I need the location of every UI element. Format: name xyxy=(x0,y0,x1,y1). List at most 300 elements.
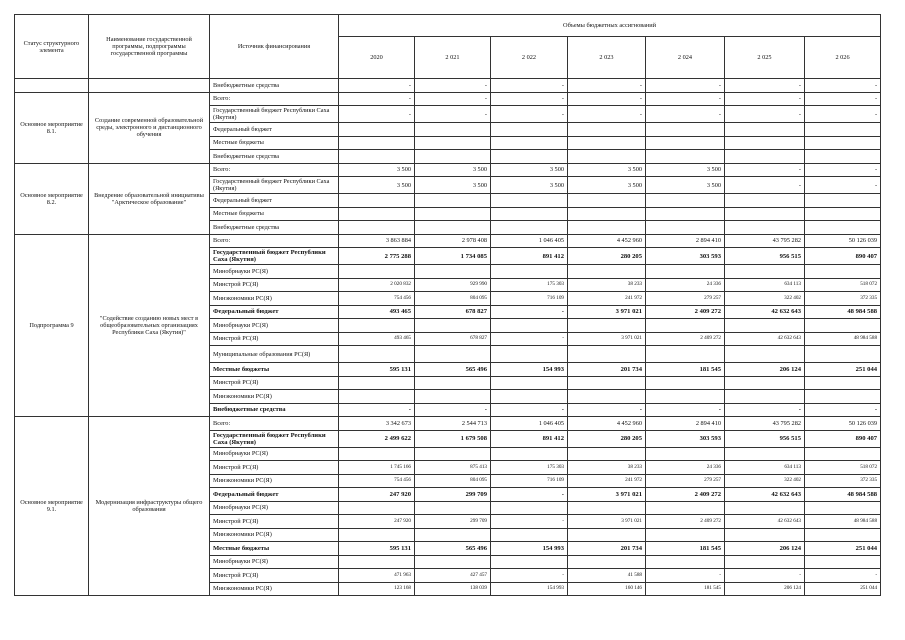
budget-value-cell xyxy=(415,447,491,461)
budget-value-cell: - xyxy=(415,403,491,417)
funding-source-cell: Минобрнауки РС(Я) xyxy=(210,265,339,279)
program-name-cell xyxy=(89,79,210,93)
budget-table xyxy=(14,14,881,596)
budget-value-cell: 241 972 xyxy=(568,292,646,306)
budget-value-cell: 890 407 xyxy=(805,248,881,265)
budget-value-cell xyxy=(568,555,646,569)
budget-value-cell: 3 500 xyxy=(415,177,491,194)
budget-value-cell: - xyxy=(805,177,881,194)
budget-value-cell: 804 095 xyxy=(415,292,491,306)
budget-value-cell: 1 679 508 xyxy=(415,430,491,447)
budget-value-cell xyxy=(568,265,646,279)
budget-value-cell: 890 407 xyxy=(805,430,881,447)
budget-value-cell: 2 894 410 xyxy=(646,234,725,248)
budget-value-cell xyxy=(491,150,568,164)
budget-value-cell: - xyxy=(491,515,568,529)
budget-value-cell xyxy=(339,447,415,461)
budget-value-cell xyxy=(725,376,805,390)
budget-value-cell: 206 124 xyxy=(725,542,805,556)
budget-value-cell xyxy=(339,150,415,164)
year-header: 2 023 xyxy=(568,37,646,79)
budget-value-cell: 3 500 xyxy=(415,163,491,177)
table-row xyxy=(15,79,881,93)
year-header: 2 022 xyxy=(491,37,568,79)
funding-source-cell: Минстрой РС(Я) xyxy=(210,569,339,583)
budget-value-cell xyxy=(415,319,491,333)
volume-column-header: Объемы бюджетных ассигнований xyxy=(339,15,881,37)
budget-value-cell xyxy=(725,555,805,569)
budget-value-cell xyxy=(415,265,491,279)
budget-value-cell: - xyxy=(725,403,805,417)
table-row xyxy=(15,92,881,106)
budget-value-cell xyxy=(491,265,568,279)
budget-value-cell xyxy=(725,447,805,461)
budget-value-cell: 50 126 039 xyxy=(805,234,881,248)
budget-value-cell: - xyxy=(339,106,415,123)
budget-value-cell xyxy=(339,265,415,279)
budget-value-cell: - xyxy=(725,569,805,583)
budget-value-cell: 299 709 xyxy=(415,515,491,529)
budget-value-cell xyxy=(725,319,805,333)
budget-value-cell xyxy=(725,390,805,404)
budget-value-cell: 804 095 xyxy=(415,474,491,488)
budget-value-cell: 372 335 xyxy=(805,474,881,488)
table-row xyxy=(15,417,881,431)
budget-value-cell xyxy=(568,319,646,333)
budget-value-cell xyxy=(491,207,568,221)
budget-value-cell: 3 500 xyxy=(491,177,568,194)
funding-source-cell: Внебюджетные средства xyxy=(210,221,339,235)
budget-value-cell: - xyxy=(805,403,881,417)
budget-value-cell: 3 342 673 xyxy=(339,417,415,431)
budget-value-cell xyxy=(339,555,415,569)
budget-value-cell xyxy=(568,123,646,137)
budget-value-cell: 3 500 xyxy=(646,163,725,177)
budget-value-cell: 4 452 960 xyxy=(568,234,646,248)
budget-value-cell: 43 795 282 xyxy=(725,417,805,431)
budget-value-cell: 891 412 xyxy=(491,430,568,447)
budget-value-cell xyxy=(805,528,881,542)
budget-value-cell: 4 452 960 xyxy=(568,417,646,431)
budget-value-cell xyxy=(646,390,725,404)
funding-source-cell: Минэкономики РС(Я) xyxy=(210,292,339,306)
budget-value-cell: 322 402 xyxy=(725,292,805,306)
budget-value-cell xyxy=(805,376,881,390)
header-row-top xyxy=(15,15,881,37)
funding-source-cell: Государственный бюджет Республики Саха (Якутия) xyxy=(210,248,339,265)
budget-value-cell: 427 457 xyxy=(415,569,491,583)
budget-value-cell: 929 990 xyxy=(415,278,491,292)
budget-value-cell: 42 632 643 xyxy=(725,488,805,502)
funding-source-cell: Минобрнауки РС(Я) xyxy=(210,555,339,569)
budget-value-cell xyxy=(646,555,725,569)
budget-value-cell: 280 205 xyxy=(568,430,646,447)
budget-value-cell xyxy=(805,194,881,208)
budget-value-cell: 175 303 xyxy=(491,461,568,475)
budget-value-cell: 3 500 xyxy=(491,163,568,177)
budget-value-cell xyxy=(805,207,881,221)
funding-source-cell: Минстрой РС(Я) xyxy=(210,332,339,346)
budget-value-cell xyxy=(805,501,881,515)
budget-value-cell: 251 044 xyxy=(805,542,881,556)
budget-value-cell: 123 168 xyxy=(339,582,415,596)
budget-value-cell xyxy=(646,447,725,461)
budget-value-cell: 956 515 xyxy=(725,248,805,265)
budget-value-cell: 471 963 xyxy=(339,569,415,583)
budget-value-cell: 48 984 588 xyxy=(805,305,881,319)
budget-value-cell: - xyxy=(568,403,646,417)
budget-value-cell: 303 593 xyxy=(646,430,725,447)
budget-value-cell xyxy=(568,390,646,404)
budget-value-cell: - xyxy=(339,79,415,93)
budget-value-cell: 48 984 588 xyxy=(805,488,881,502)
budget-value-cell: - xyxy=(725,177,805,194)
budget-value-cell xyxy=(725,123,805,137)
table-row xyxy=(15,234,881,248)
budget-value-cell: 754 456 xyxy=(339,474,415,488)
budget-value-cell xyxy=(646,123,725,137)
budget-value-cell: - xyxy=(339,403,415,417)
budget-value-cell: - xyxy=(568,79,646,93)
budget-value-cell: - xyxy=(805,92,881,106)
budget-value-cell: 181 545 xyxy=(646,582,725,596)
budget-value-cell: 247 920 xyxy=(339,488,415,502)
budget-value-cell: 678 827 xyxy=(415,332,491,346)
budget-value-cell: - xyxy=(725,92,805,106)
funding-source-cell: Государственный бюджет Республики Саха (Якутия) xyxy=(210,430,339,447)
budget-value-cell xyxy=(339,528,415,542)
budget-value-cell xyxy=(568,150,646,164)
budget-value-cell xyxy=(568,528,646,542)
funding-source-cell: Государственный бюджет Республики Саха (Якутия) xyxy=(210,106,339,123)
budget-value-cell xyxy=(646,207,725,221)
budget-value-cell xyxy=(646,150,725,164)
funding-source-cell: Федеральный бюджет xyxy=(210,488,339,502)
budget-value-cell xyxy=(339,207,415,221)
budget-value-cell: 181 545 xyxy=(646,363,725,377)
budget-value-cell xyxy=(491,447,568,461)
budget-value-cell: 716 109 xyxy=(491,474,568,488)
budget-value-cell xyxy=(491,221,568,235)
budget-value-cell: 280 205 xyxy=(568,248,646,265)
budget-value-cell: 206 124 xyxy=(725,582,805,596)
year-header: 2 021 xyxy=(415,37,491,79)
budget-value-cell: 154 993 xyxy=(491,363,568,377)
budget-value-cell xyxy=(568,136,646,150)
budget-value-cell: 754 456 xyxy=(339,292,415,306)
funding-source-cell: Минобрнауки РС(Я) xyxy=(210,447,339,461)
budget-value-cell: 595 131 xyxy=(339,542,415,556)
budget-value-cell xyxy=(415,390,491,404)
budget-value-cell xyxy=(491,346,568,363)
structure-status-cell: Основное мероприятие 8.2. xyxy=(15,163,89,234)
funding-source-cell: Местные бюджеты xyxy=(210,542,339,556)
budget-value-cell: 42 632 643 xyxy=(725,305,805,319)
budget-value-cell xyxy=(415,150,491,164)
budget-value-cell: 2 409 272 xyxy=(646,488,725,502)
budget-value-cell: - xyxy=(568,106,646,123)
budget-value-cell: 565 496 xyxy=(415,542,491,556)
budget-value-cell: - xyxy=(491,332,568,346)
budget-value-cell xyxy=(805,447,881,461)
budget-value-cell xyxy=(415,376,491,390)
budget-value-cell: - xyxy=(491,488,568,502)
budget-value-cell xyxy=(646,194,725,208)
budget-value-cell: 175 303 xyxy=(491,278,568,292)
budget-value-cell: - xyxy=(491,569,568,583)
budget-value-cell: 322 402 xyxy=(725,474,805,488)
budget-value-cell: 2 499 622 xyxy=(339,430,415,447)
funding-source-cell: Внебюджетные средства xyxy=(210,150,339,164)
budget-value-cell: 43 795 282 xyxy=(725,234,805,248)
budget-value-cell: - xyxy=(805,569,881,583)
budget-value-cell xyxy=(415,501,491,515)
budget-value-cell xyxy=(725,207,805,221)
budget-value-cell: - xyxy=(568,92,646,106)
budget-value-cell: 634 113 xyxy=(725,461,805,475)
budget-value-cell: 251 044 xyxy=(805,363,881,377)
budget-value-cell xyxy=(339,123,415,137)
structure-status-cell: Основное мероприятие 8.1. xyxy=(15,92,89,163)
budget-value-cell xyxy=(491,136,568,150)
budget-value-cell: - xyxy=(646,92,725,106)
budget-value-cell xyxy=(725,346,805,363)
funding-source-cell: Минобрнауки РС(Я) xyxy=(210,501,339,515)
budget-value-cell xyxy=(646,376,725,390)
funding-source-cell: Внебюджетные средства xyxy=(210,79,339,93)
budget-value-cell xyxy=(415,123,491,137)
budget-value-cell: 2 775 288 xyxy=(339,248,415,265)
budget-value-cell: 3 971 021 xyxy=(568,332,646,346)
budget-value-cell xyxy=(805,390,881,404)
budget-value-cell xyxy=(805,346,881,363)
budget-value-cell: - xyxy=(805,79,881,93)
budget-value-cell: 38 233 xyxy=(568,461,646,475)
budget-value-cell xyxy=(415,555,491,569)
table-body xyxy=(15,79,881,596)
budget-value-cell xyxy=(805,136,881,150)
budget-value-cell: 518 072 xyxy=(805,278,881,292)
funding-source-cell: Государственный бюджет Республики Саха (Якутия) xyxy=(210,177,339,194)
budget-value-cell: - xyxy=(491,92,568,106)
budget-value-cell xyxy=(568,194,646,208)
budget-value-cell: 2 544 713 xyxy=(415,417,491,431)
budget-value-cell: 24 336 xyxy=(646,278,725,292)
program-name-cell: "Содействие созданию новых мест в общеобразовательных организациях Республики Саха (Якутия)" xyxy=(89,234,210,417)
budget-value-cell: 2 409 272 xyxy=(646,305,725,319)
year-header: 2 025 xyxy=(725,37,805,79)
funding-source-cell: Местные бюджеты xyxy=(210,136,339,150)
budget-value-cell xyxy=(805,123,881,137)
funding-source-cell: Всего: xyxy=(210,417,339,431)
budget-value-cell: 1 046 405 xyxy=(491,234,568,248)
status-column-header: Статус структурного элемента xyxy=(15,15,89,79)
budget-value-cell xyxy=(646,346,725,363)
budget-value-cell: 154 993 xyxy=(491,542,568,556)
funding-source-cell: Минобрнауки РС(Я) xyxy=(210,319,339,333)
funding-source-cell: Всего: xyxy=(210,163,339,177)
budget-value-cell: 595 131 xyxy=(339,363,415,377)
budget-value-cell: 891 412 xyxy=(491,248,568,265)
budget-value-cell: 565 496 xyxy=(415,363,491,377)
budget-value-cell: - xyxy=(491,106,568,123)
budget-value-cell xyxy=(725,528,805,542)
budget-value-cell xyxy=(339,501,415,515)
budget-value-cell: 251 044 xyxy=(805,582,881,596)
budget-value-cell xyxy=(646,501,725,515)
budget-value-cell xyxy=(646,221,725,235)
budget-value-cell: 3 500 xyxy=(339,177,415,194)
budget-value-cell: 2 978 408 xyxy=(415,234,491,248)
budget-value-cell: 875 413 xyxy=(415,461,491,475)
budget-value-cell xyxy=(725,150,805,164)
table-row xyxy=(15,163,881,177)
budget-value-cell: - xyxy=(646,79,725,93)
funding-source-cell: Федеральный бюджет xyxy=(210,194,339,208)
budget-value-cell: 50 126 039 xyxy=(805,417,881,431)
budget-value-cell xyxy=(339,194,415,208)
budget-value-cell: 3 971 021 xyxy=(568,488,646,502)
budget-value-cell xyxy=(568,207,646,221)
budget-value-cell: 160 146 xyxy=(568,582,646,596)
funding-source-cell: Федеральный бюджет xyxy=(210,123,339,137)
budget-value-cell: 247 920 xyxy=(339,515,415,529)
structure-status-cell: Основное мероприятие 9.1. xyxy=(15,417,89,596)
budget-value-cell: 3 971 021 xyxy=(568,515,646,529)
budget-value-cell: 3 500 xyxy=(568,163,646,177)
budget-value-cell: 2 894 410 xyxy=(646,417,725,431)
budget-value-cell: 42 632 643 xyxy=(725,332,805,346)
budget-value-cell xyxy=(725,501,805,515)
budget-value-cell xyxy=(491,319,568,333)
budget-value-cell: 48 984 588 xyxy=(805,332,881,346)
budget-value-cell: 201 734 xyxy=(568,542,646,556)
funding-source-cell: Внебюджетные средства xyxy=(210,403,339,417)
budget-value-cell: 372 335 xyxy=(805,292,881,306)
budget-value-cell xyxy=(646,528,725,542)
budget-value-cell: 3 500 xyxy=(646,177,725,194)
funding-source-cell: Минэкономики РС(Я) xyxy=(210,528,339,542)
budget-value-cell: 1 046 405 xyxy=(491,417,568,431)
budget-value-cell xyxy=(646,319,725,333)
budget-value-cell: 3 863 884 xyxy=(339,234,415,248)
funding-source-cell: Минэкономики РС(Я) xyxy=(210,390,339,404)
budget-value-cell xyxy=(491,376,568,390)
structure-status-cell: Подпрограмма 9 xyxy=(15,234,89,417)
budget-value-cell xyxy=(415,528,491,542)
budget-value-cell: 716 109 xyxy=(491,292,568,306)
budget-value-cell xyxy=(725,265,805,279)
structure-status-cell xyxy=(15,79,89,93)
budget-value-cell xyxy=(339,346,415,363)
budget-value-cell: 38 233 xyxy=(568,278,646,292)
budget-value-cell: 48 984 588 xyxy=(805,515,881,529)
budget-value-cell xyxy=(568,376,646,390)
budget-value-cell: 2 020 832 xyxy=(339,278,415,292)
budget-value-cell: 634 113 xyxy=(725,278,805,292)
budget-value-cell xyxy=(415,221,491,235)
funding-source-cell: Минстрой РС(Я) xyxy=(210,515,339,529)
budget-value-cell: 1 734 085 xyxy=(415,248,491,265)
budget-value-cell: 956 515 xyxy=(725,430,805,447)
budget-value-cell: 24 336 xyxy=(646,461,725,475)
budget-value-cell: 181 545 xyxy=(646,542,725,556)
budget-value-cell xyxy=(805,265,881,279)
budget-value-cell xyxy=(339,390,415,404)
budget-value-cell: 518 072 xyxy=(805,461,881,475)
budget-value-cell xyxy=(339,319,415,333)
source-column-header: Источник финансирования xyxy=(210,15,339,79)
budget-value-cell: 1 745 166 xyxy=(339,461,415,475)
program-name-cell: Внедрение образовательной инициативы "Арктическое образование" xyxy=(89,163,210,234)
budget-value-cell: 303 593 xyxy=(646,248,725,265)
budget-value-cell xyxy=(568,447,646,461)
budget-value-cell: 3 500 xyxy=(339,163,415,177)
budget-value-cell: - xyxy=(725,79,805,93)
year-header: 2020 xyxy=(339,37,415,79)
budget-value-cell: 678 827 xyxy=(415,305,491,319)
budget-value-cell: - xyxy=(491,305,568,319)
budget-value-cell: 206 124 xyxy=(725,363,805,377)
budget-value-cell: 2 409 272 xyxy=(646,332,725,346)
funding-source-cell: Всего: xyxy=(210,234,339,248)
budget-value-cell: - xyxy=(646,403,725,417)
budget-value-cell xyxy=(339,136,415,150)
funding-source-cell: Федеральный бюджет xyxy=(210,305,339,319)
budget-value-cell xyxy=(805,555,881,569)
budget-value-cell: - xyxy=(725,163,805,177)
budget-value-cell: 154 993 xyxy=(491,582,568,596)
funding-source-cell: Минстрой РС(Я) xyxy=(210,278,339,292)
budget-value-cell: - xyxy=(725,106,805,123)
budget-value-cell xyxy=(491,555,568,569)
budget-value-cell xyxy=(415,194,491,208)
budget-value-cell: - xyxy=(415,92,491,106)
funding-source-cell: Минэкономики РС(Я) xyxy=(210,582,339,596)
budget-value-cell xyxy=(725,136,805,150)
budget-value-cell xyxy=(415,207,491,221)
funding-source-cell: Всего: xyxy=(210,92,339,106)
budget-value-cell: 138 039 xyxy=(415,582,491,596)
budget-value-cell: - xyxy=(491,403,568,417)
budget-value-cell xyxy=(568,501,646,515)
budget-value-cell xyxy=(339,376,415,390)
budget-value-cell: - xyxy=(646,569,725,583)
budget-value-cell xyxy=(725,221,805,235)
budget-value-cell: - xyxy=(415,106,491,123)
budget-value-cell xyxy=(491,194,568,208)
budget-value-cell: 493 465 xyxy=(339,305,415,319)
program-name-cell: Создание современной образовательной среды, электронного и дистанционного обучения xyxy=(89,92,210,163)
funding-source-cell: Местные бюджеты xyxy=(210,363,339,377)
name-column-header: Наименование государственной программы, подпрограммы государственной программы xyxy=(89,15,210,79)
budget-value-cell xyxy=(805,150,881,164)
budget-value-cell: 3 500 xyxy=(568,177,646,194)
funding-source-cell: Минстрой РС(Я) xyxy=(210,376,339,390)
year-header: 2 026 xyxy=(805,37,881,79)
budget-value-cell xyxy=(646,265,725,279)
budget-value-cell: 42 632 643 xyxy=(725,515,805,529)
budget-value-cell xyxy=(415,136,491,150)
budget-value-cell: 2 409 272 xyxy=(646,515,725,529)
budget-value-cell: - xyxy=(415,79,491,93)
budget-value-cell: 3 971 021 xyxy=(568,305,646,319)
budget-value-cell xyxy=(805,221,881,235)
budget-value-cell xyxy=(491,390,568,404)
funding-source-cell: Минэкономики РС(Я) xyxy=(210,474,339,488)
budget-value-cell: 299 709 xyxy=(415,488,491,502)
budget-value-cell xyxy=(339,221,415,235)
